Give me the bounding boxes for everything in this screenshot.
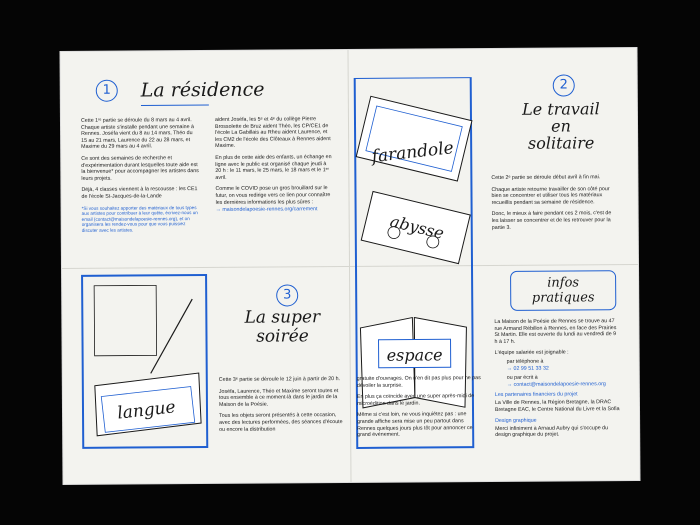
info-title xyxy=(510,270,616,306)
s1-p5: En plus de cette aide des enfants, un échange en ligne avec le public est organisé chaque jeudi à 20 h : le 11 mars, le 25 mars, le 18 mars et le 1ᵉʳ avril. xyxy=(215,154,332,181)
s2-p2: Donc, le mieux à faire pendant ces 2 mois, c'est de les laisser se concentrer et de les retrouver pour la partie 3. xyxy=(491,210,612,231)
info-email[interactable]: → contact@maisondelapoesie-rennes.org xyxy=(506,380,606,388)
section-2-text xyxy=(491,174,615,236)
info-design: Merci infiniment à Arnaud Aubry qui s'occupe du design graphique du projet. xyxy=(495,424,609,439)
info-partners-label: Les partenaires financiers du projet xyxy=(494,391,578,399)
s3-p3: Tous les objets seront présentés à cette occasion, avec des lectures performées, des séances d'écoute ou encore la distribution xyxy=(219,412,343,433)
section-3-col2 xyxy=(357,375,483,444)
s2-title-line2: en xyxy=(551,116,571,136)
section-1-col2 xyxy=(215,116,334,219)
s3-p1: Cette 3ᵉ partie se déroule le 12 juin à partir de 20 h. xyxy=(218,376,341,383)
s3-title-line1: La super xyxy=(244,307,321,328)
title-underline xyxy=(141,103,211,107)
info-title-line2: pratiques xyxy=(531,290,595,306)
tape2-label: abysse xyxy=(388,211,446,243)
info-title-line1: infos xyxy=(547,275,580,291)
section-1-title: La résidence xyxy=(140,78,265,102)
s3-p4: gratuite d'ouvrages. On n'en dit pas plus pour ne pas dévoiler la surprise. xyxy=(356,375,481,389)
info-text xyxy=(494,318,621,444)
radio-illustration xyxy=(80,273,209,450)
info-partners: La Ville de Rennes, la Région Bretagne, la DRAC Bretagne EAC, le Centre National du Livre et la Sofia xyxy=(494,399,620,413)
covid-link[interactable]: → maisondelapoesie-rennes.org/carrement xyxy=(215,206,318,214)
section-1-number: 1 xyxy=(96,80,118,102)
s1-p6: Comme le COVID pose un gros brouillard sur le futur, on vous redirige vers ce lien pour connaître les dernières informations les plus sûres : xyxy=(215,185,331,206)
s2-p1: Chaque artiste retourne travailler de son côté pour bien se concentrer et utiliser tous les matériaux recueillis pendant sa semaine de résidence. xyxy=(491,185,610,206)
s1-note: *Si vous souhaitez apporter des matériaux de tous types aux artistes pour contribuer à leur quête, écrivez-nous un email (contact@maisondelapoesie-rennes.org), et on organisera les rendez-vous pour que vous puissiez discuter avec les artistes. xyxy=(81,204,198,233)
s2-title-line1: Le travail xyxy=(522,99,600,119)
s3-p6: Même si c'est loin, ne vous inquiétez pas : une grande affiche sera mise un peu partout dans Rennes quelques jours plus tôt pour annoncer ce grand événement. xyxy=(357,411,473,439)
s3-p2: Joséfa, Laurence, Théo et Maxime seront toutes et tous ensemble à ce moment-là dans le jardin de la Maison de la Poésie. xyxy=(218,387,339,408)
section-3-title xyxy=(222,308,342,347)
info-contact-label: L'équipe salariée est joignable : xyxy=(494,349,569,357)
section-3-number: 3 xyxy=(276,284,298,306)
section-1-col1 xyxy=(81,117,200,238)
s1-p2: Ce sont des semaines de recherche et d'expérimentation durant lesquelles toute aide est la bienvenue* pour accompagner les artistes dans leurs projets. xyxy=(81,155,199,182)
tape1-label: farandole xyxy=(370,138,455,168)
info-email-prefix: ou par écrit à xyxy=(506,374,538,382)
info-phone[interactable]: → 02 99 51 33 32 xyxy=(506,365,549,372)
radio-label: langue xyxy=(116,397,177,424)
s1-p3: Déjà, 4 classes viennent à la rescousse : les CE1 de l'école St-Jacques-de-la-Lande xyxy=(81,186,198,200)
section-3-col1 xyxy=(219,376,345,438)
s1-p1: Cette 1ʳᵉ partie se déroule du 8 mars au 4 avril. Chaque artiste s'installe pendant une semaine à Rennes. Joséfa vient du 8 au 14 mars, Théo du 15 au 21 mars, Laurence du 22 au 28 mars, et Maxime du 29 mars au 4 avril. xyxy=(80,117,194,151)
info-address: La Maison de la Poésie de Rennes se trouve au 47 rue Armand Rébillon à Rennes, en face des Prairies St Martin. Elle est ouverte du lundi au vendredi de 9 h à 17 h. xyxy=(494,318,617,345)
s3-p5: En plus ça coïncide avec une super après-midi de microédition dans le jardin. xyxy=(356,393,475,407)
s2-date: Cette 2ᵉ partie se déroule début avril à fin mai. xyxy=(491,174,601,182)
book-label: espace xyxy=(386,345,443,365)
s3-title-line2: soirée xyxy=(256,326,309,347)
folded-leaflet xyxy=(60,48,639,484)
s2-title-line3: solitaire xyxy=(527,133,595,153)
cassette-farandole xyxy=(356,96,472,181)
info-phone-prefix: par téléphone à xyxy=(506,358,544,365)
section-2-number: 2 xyxy=(553,74,575,96)
info-design-label: Design graphique xyxy=(495,417,537,425)
s1-p4: aident Joséfa, les 5ᵉ et 4ᵉ du collège Pierre Brossolette de Bruz aident Théo, les CP/CE1 de l'école La Gabillais au Rheu aident Laurence, et les CM2 de l'école des Clôteaux à Rennes aident Maxime. xyxy=(214,116,331,150)
section-2-title xyxy=(501,100,621,152)
